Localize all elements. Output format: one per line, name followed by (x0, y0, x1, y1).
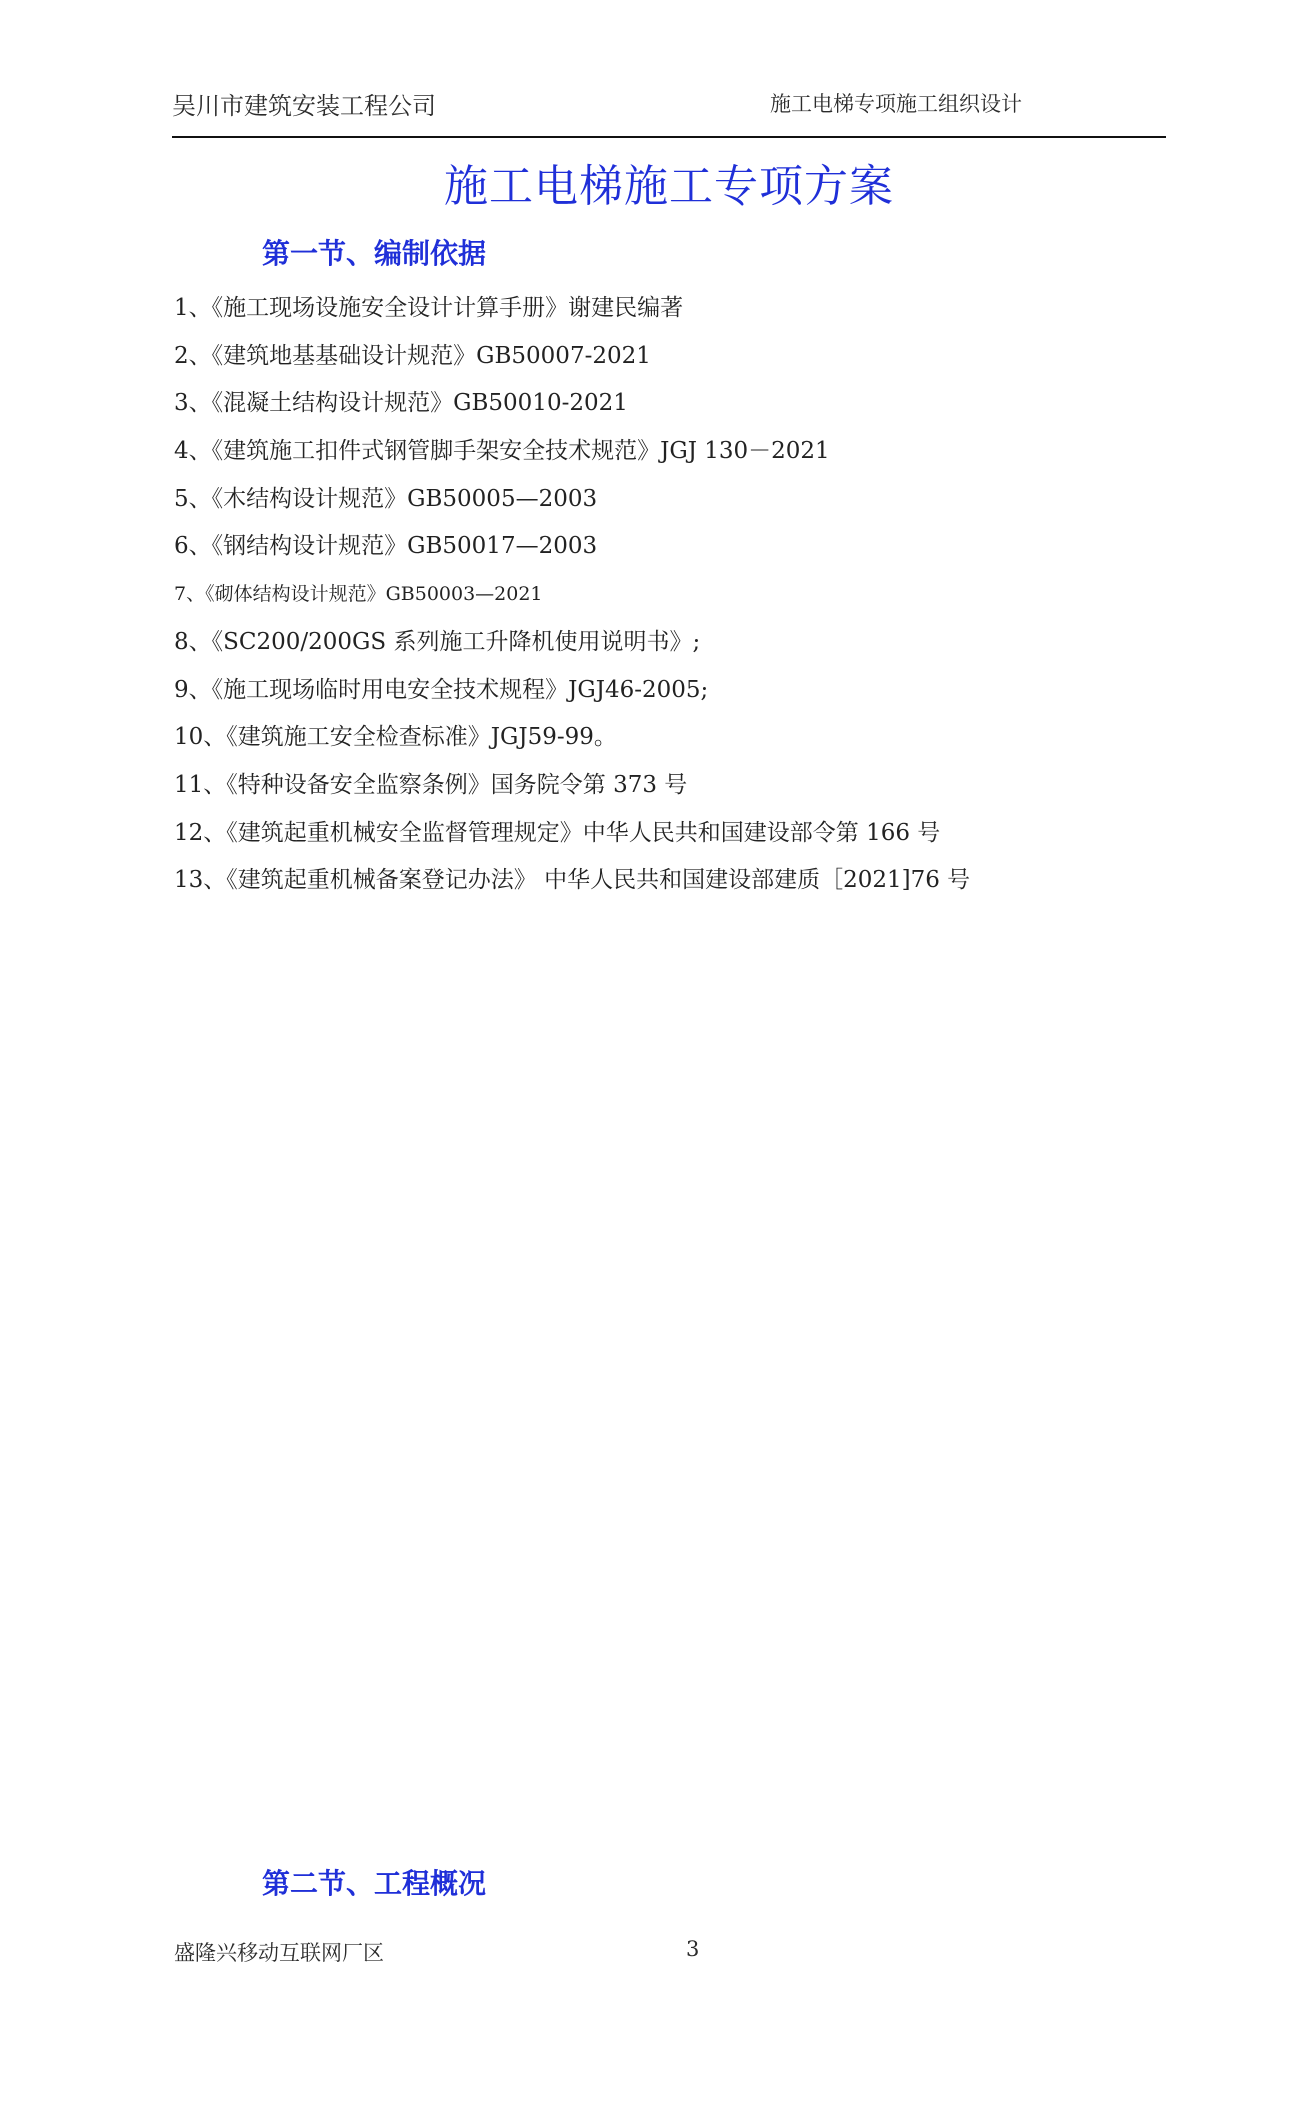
reference-item: 9、《施工现场临时用电安全技术规程》JGJ46-2005; (174, 676, 709, 703)
reference-item: 7、《砌体结构设计规范》GB50003—2021 (174, 583, 543, 606)
reference-item: 1、《施工现场设施安全设计计算手册》谢建民编著 (174, 295, 684, 321)
page-footer (174, 1937, 1168, 1973)
section-heading-basis: 第一节、编制依据 (262, 237, 487, 270)
footer-project-name: 盛隆兴移动互联网厂区 (174, 1941, 384, 1965)
reference-item: 12、《建筑起重机械安全监督管理规定》中华人民共和国建设部令第 166 号 (174, 819, 941, 846)
document-title: 施工电梯施工专项方案 (444, 161, 894, 212)
reference-item: 4、《建筑施工扣件式钢管脚手架安全技术规范》JGJ 130－2021 (174, 438, 830, 465)
page-number: 3 (686, 1937, 700, 1961)
reference-item: 3、《混凝土结构设计规范》GB50010-2021 (174, 390, 628, 417)
header-company-name: 吴川市建筑安装工程公司 (172, 92, 436, 120)
header-divider (172, 136, 1166, 138)
page-header (172, 86, 1166, 134)
reference-item: 2、《建筑地基基础设计规范》GB50007-2021 (174, 342, 651, 369)
section-heading-overview: 第二节、工程概况 (262, 1867, 487, 1900)
reference-item: 13、《建筑起重机械备案登记办法》 中华人民共和国建设部建质［2021]76 号 (174, 867, 971, 894)
reference-item: 11、《特种设备安全监察条例》国务院令第 373 号 (174, 771, 688, 798)
reference-item: 10、《建筑施工安全检查标准》JGJ59-99。 (174, 724, 617, 751)
reference-item: 8、《SC200/200GS 系列施工升降机使用说明书》; (174, 628, 701, 655)
reference-item: 5、《木结构设计规范》GB50005—2003 (174, 485, 598, 512)
header-document-name: 施工电梯专项施工组织设计 (770, 92, 1022, 116)
reference-item: 6、《钢结构设计规范》GB50017—2003 (174, 533, 598, 560)
reference-list (174, 292, 1154, 912)
